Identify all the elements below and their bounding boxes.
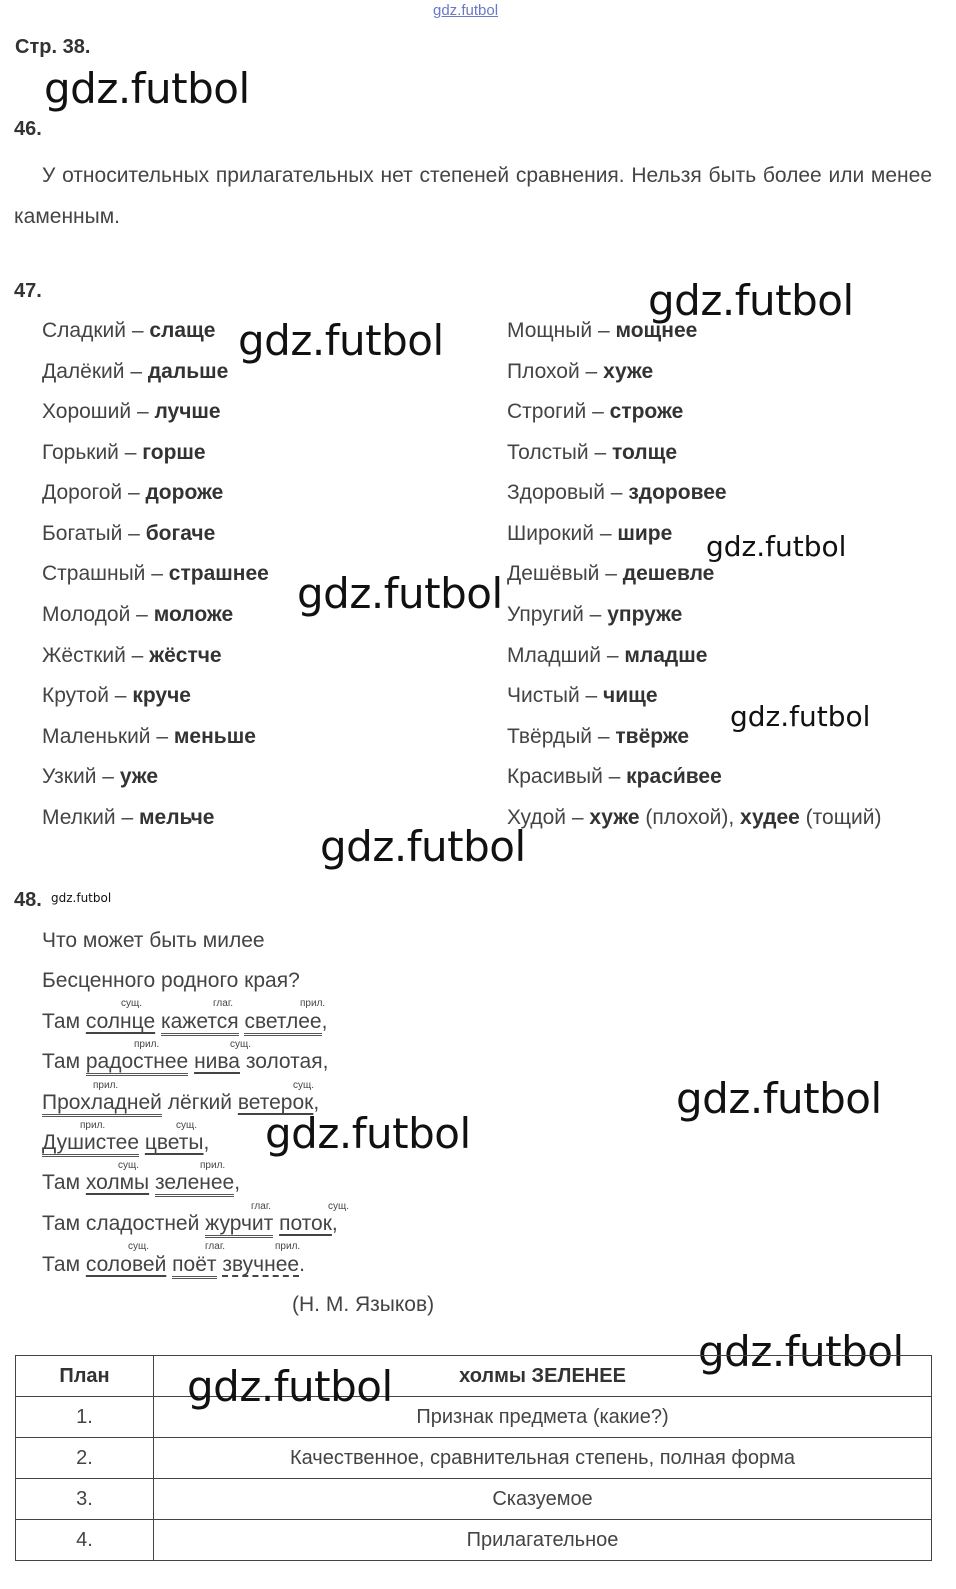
pos-label: сущ. xyxy=(328,1201,350,1212)
poem-line: Там сладостней журчит поток, xyxy=(42,1212,338,1236)
word-pair: Мощный – мощнее xyxy=(507,319,698,342)
pos-label: прил. xyxy=(134,1039,160,1050)
table-header-cell: План xyxy=(16,1356,154,1397)
word-pair: Здоровый – здоровее xyxy=(507,481,727,504)
word-pair: Молодой – моложе xyxy=(42,603,234,626)
pos-label: сущ. xyxy=(176,1120,198,1131)
predicate-word: поёт xyxy=(172,1253,216,1279)
pos-label: сущ. xyxy=(230,1039,252,1050)
poem-line: Что может быть милее xyxy=(42,929,265,952)
exercise-46-text: У относительных прилагательных нет степеней сравнения. Нельзя быть более или менее каменным. xyxy=(14,164,932,228)
pos-label: сущ. xyxy=(128,1241,150,1252)
pos-label: прил. xyxy=(275,1241,301,1252)
predicate-word: Прохладней xyxy=(42,1091,162,1117)
pos-label: прил. xyxy=(200,1160,226,1171)
poem-line: Там радостнее нива золотая, xyxy=(42,1050,328,1074)
table-cell: Прилагательное xyxy=(154,1520,932,1561)
word-pair: Хороший – лучше xyxy=(42,400,221,423)
predicate-word: радостнее xyxy=(86,1050,188,1076)
subject-word: ветерок xyxy=(237,1091,314,1114)
word-pair: Худой – хуже (плохой), худее (тощий) xyxy=(507,806,882,829)
word-pair: Узкий – уже xyxy=(42,765,159,788)
word-pair: Жёсткий – жёстче xyxy=(42,644,222,667)
poem-line: Там соловей поёт звучнее. xyxy=(42,1253,305,1277)
table-cell: 3. xyxy=(16,1479,154,1520)
word-pair: Богатый – богаче xyxy=(42,522,216,545)
pos-label: прил. xyxy=(300,998,326,1009)
word-pair: Маленький – меньше xyxy=(42,725,256,748)
pos-label: сущ. xyxy=(293,1080,315,1091)
predicate-word: светлее xyxy=(244,1010,321,1036)
table-row xyxy=(16,1397,932,1438)
pos-label: глаг. xyxy=(251,1201,272,1212)
word-pair: Сладкий – слаще xyxy=(42,319,216,342)
subject-word: солнце xyxy=(85,1010,156,1033)
subject-word: холмы xyxy=(85,1171,150,1194)
subject-word: цветы xyxy=(144,1131,204,1154)
watermark: gdz.futbol xyxy=(648,276,854,325)
watermark: gdz.futbol xyxy=(676,1074,882,1123)
pos-label: сущ. xyxy=(118,1160,140,1171)
poem-line: Прохладней лёгкий ветерок, xyxy=(42,1091,319,1115)
poem-line: Там солнце кажется светлее, xyxy=(42,1010,327,1034)
subject-word: нива xyxy=(194,1050,240,1073)
pos-label: глаг. xyxy=(213,998,234,1009)
word-pair: Плохой – хуже xyxy=(507,360,654,383)
poem-line: Там холмы зеленее, xyxy=(42,1171,240,1195)
exercise-number: 47. xyxy=(14,280,42,302)
word-pair: Далёкий – дальше xyxy=(42,360,229,383)
predicate-word: Душистее xyxy=(42,1131,139,1157)
watermark: gdz.futbol xyxy=(187,1362,393,1411)
word-pair: Толстый – толще xyxy=(507,441,678,464)
table-cell: 4. xyxy=(16,1520,154,1561)
poem-line: Бесценного родного края? xyxy=(42,969,300,992)
word-pair: Горький – горше xyxy=(42,441,206,464)
watermark: gdz.futbol xyxy=(698,1327,904,1376)
word-pair: Твёрдый – твёрже xyxy=(507,725,690,748)
plan-table xyxy=(15,1355,932,1561)
exercise-number: 48. xyxy=(14,889,42,911)
word-pair: Строгий – строже xyxy=(507,400,684,423)
table-row xyxy=(16,1438,932,1479)
word-pair: Дешёвый – дешевле xyxy=(507,562,715,585)
adverbial-word: звучнее xyxy=(222,1253,300,1276)
word-pair: Крутой – круче xyxy=(42,684,191,707)
watermark: gdz.futbol xyxy=(706,530,847,563)
table-header-row xyxy=(16,1356,932,1397)
table-cell: 1. xyxy=(16,1397,154,1438)
table-cell: Качественное, сравнительная степень, полная форма xyxy=(154,1438,932,1479)
word-pair: Упругий – упруже xyxy=(507,603,683,626)
predicate-word: зеленее xyxy=(155,1171,234,1197)
watermark: gdz.futbol xyxy=(297,569,503,618)
subject-word: поток xyxy=(279,1212,332,1235)
poem-author: (Н. М. Языков) xyxy=(292,1293,435,1316)
table-cell: 2. xyxy=(16,1438,154,1479)
pos-label: глаг. xyxy=(205,1241,226,1252)
table-header-cell: холмы ЗЕЛЕНЕЕ xyxy=(154,1356,932,1397)
table-cell: Признак предмета (какие?) xyxy=(154,1397,932,1438)
word-pair: Широкий – шире xyxy=(507,522,673,545)
word-pair: Красивый – краси́вее xyxy=(507,765,722,788)
watermark: gdz.futbol xyxy=(265,1109,471,1158)
word-pair: Страшный – страшнее xyxy=(42,562,269,585)
watermark-top: gdz.futbol xyxy=(433,2,499,19)
word-pair: Дорогой – дороже xyxy=(42,481,224,504)
watermark: gdz.futbol xyxy=(51,891,112,905)
table-row xyxy=(16,1479,932,1520)
subject-word: соловей xyxy=(85,1253,167,1276)
watermark: gdz.futbol xyxy=(44,64,250,113)
predicate-word: кажется xyxy=(161,1010,239,1036)
table-cell: Сказуемое xyxy=(154,1479,932,1520)
table-row xyxy=(16,1520,932,1561)
watermark: gdz.futbol xyxy=(238,316,444,365)
watermark: gdz.futbol xyxy=(730,700,871,733)
pos-label: сущ. xyxy=(121,998,143,1009)
word-pair: Младший – младше xyxy=(507,644,708,667)
poem-line: Душистее цветы, xyxy=(42,1131,209,1155)
word-pair: Мелкий – мельче xyxy=(42,806,215,829)
pos-label: прил. xyxy=(93,1080,119,1091)
word-pair: Чистый – чище xyxy=(507,684,658,707)
watermark: gdz.futbol xyxy=(320,822,526,871)
predicate-word: журчит xyxy=(205,1212,273,1238)
exercise-number: 46. xyxy=(14,118,42,140)
pos-label: прил. xyxy=(80,1120,106,1131)
page-label: Стр. 38. xyxy=(15,36,91,58)
